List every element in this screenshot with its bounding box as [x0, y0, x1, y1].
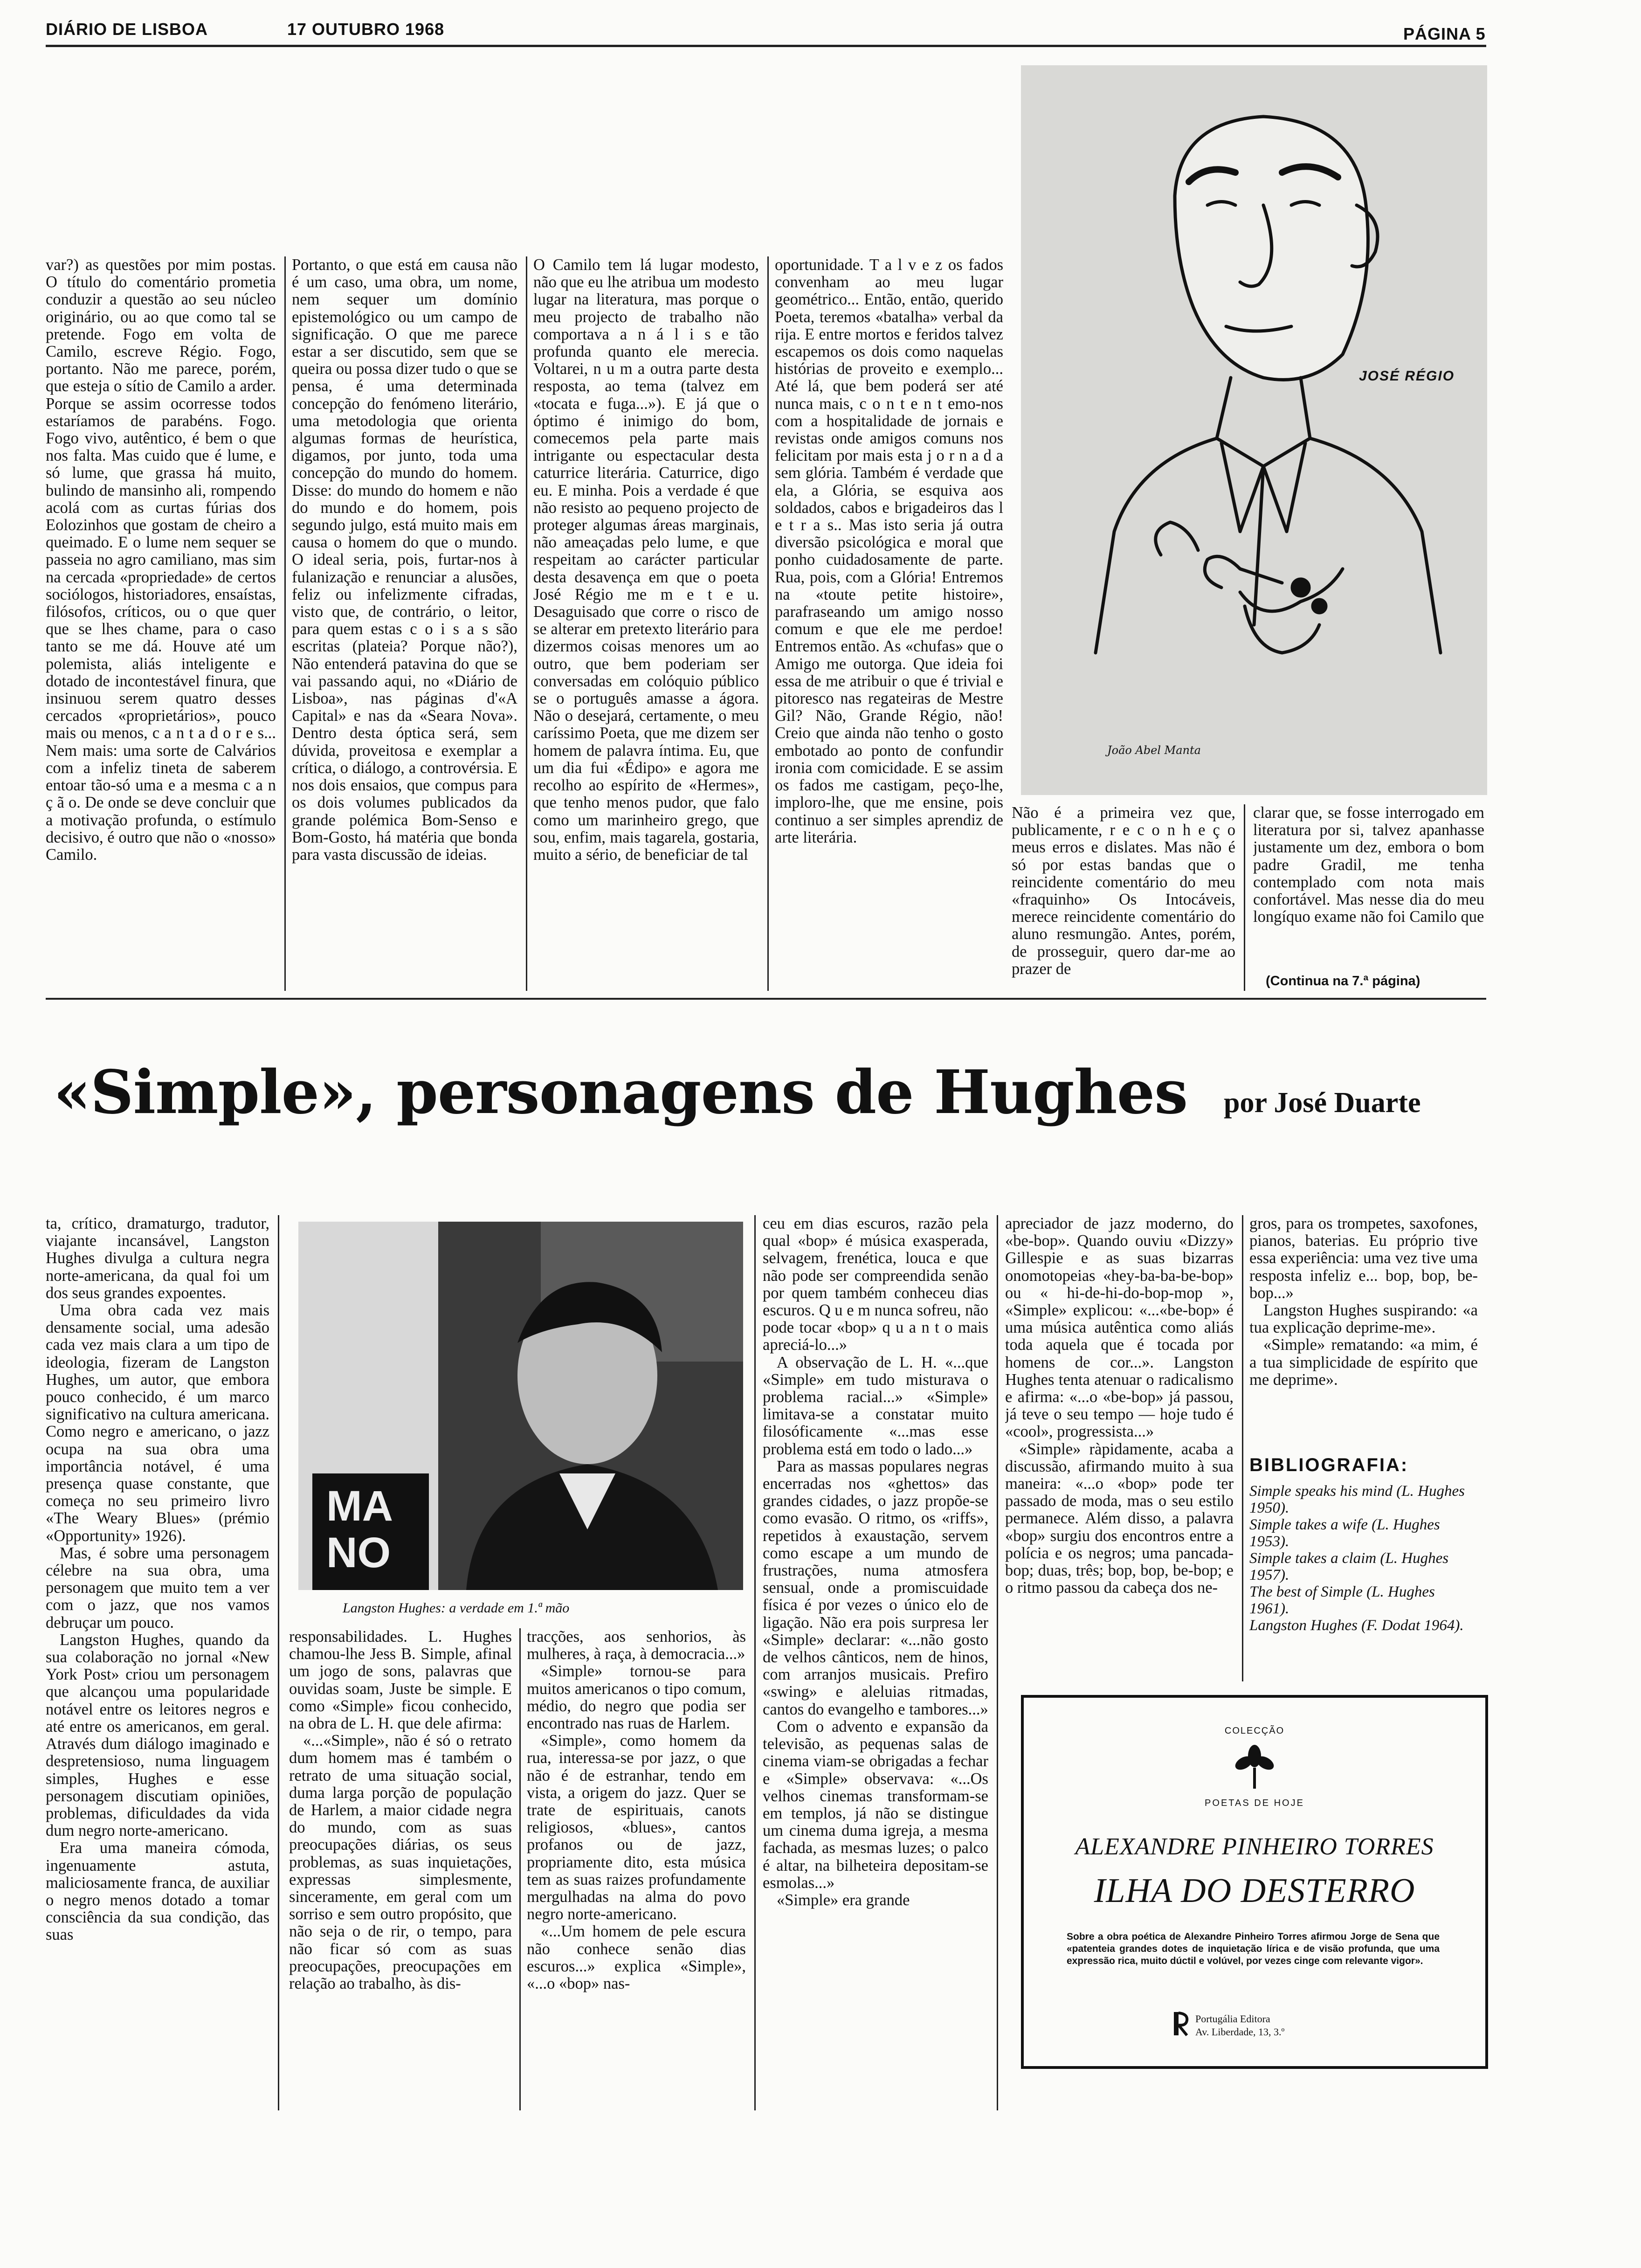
- column-rule: [1242, 1215, 1243, 1681]
- bibliography-heading: BIBLIOGRAFIA:: [1249, 1455, 1409, 1475]
- caricature-drawing: [1021, 65, 1487, 795]
- main-article-column-1: ta, crítico, dramaturgo, tradutor, viajante incansável, Langston Hughes divulga a cultura negra norte-americana, da qual foi um dos seus grandes expoentes. Uma obra cada vez mais densamente social, uma adesão cada vez mais clara a um tipo de ideologia, fizeram de Langston Hughes, um autor, que embora pouco conhecido, é um marco significativo na cultura americana. Como negro e americano, o jazz ocupa na sua obra uma importância notável, é uma presença quase constante, que começa no seu primeiro livro «The Weary Blues» (prémio «Opportunity» 1926). Mas, é sobre uma personagem célebre na sua obra, uma personagem que muito tem a ver com o jazz, que nos vamos debruçar um pouco. Langston Hughes, quando da sua colaboração no jornal «New York Post» criou um personagem que alcançou uma popularidade notável entre os leitores negros e até entre os americanos, em geral. Através dum diálogo imaginado e despretensioso, numa linguagem simples, Hughes e esse personagem discutiam opiniões, problemas, dificuldades da vida dum negro norte-americano. Era uma maneira cómoda, ingenuamente astuta, maliciosamente franca, de auxiliar o negro menos dotado a tomar consciência da sua condição, das suas: [46, 1215, 269, 1944]
- column-rule: [1244, 804, 1245, 991]
- main-article-column-4: ceu em dias escuros, razão pela qual «bop» é música exasperada, selvagem, frenética, louca e que não pode ser compreendida senão por quem também conheceu dias escuros. Q u e m nunca sofreu, não pode tocar «bop» q u a n t o mais apreciá-lo...» A observação de L. H. «...que «Simple» em tudo misturava o problema racial...» «Simple» limitava-se a constatar muito filosóficamente «...mas esse problema está em todo o lado...» Para as massas populares negras encerradas nos «ghettos» das grandes cidades, o jazz propõe-se como evasão. O ritmo, os «riffs», repetidos à exaustação, servem como escape a um mundo de frustrações, numa atmosfera sensual, onde a promiscuidade física é por vezes o único elo de ligação. Não era pois surpresa ler «Simple» declarar: «...não gosto de velhos cânticos, nem de hinos, com arranjos musicais. Prefiro «swing» e aleluias ritmadas, cantos do evangelho e tambores...» Com o advento e expansão da televisão, as pequenas salas de cinema viam-se obrigadas a fechar e «Simple» observava: «...Os velhos cinemas transformam-se em templos, já não se distingue um cinema duma igreja, a mesma fachada, as mesmas luzes; o palco é altar, na bilheteira depositam-se esmolas...» «Simple» era grande: [763, 1215, 988, 1909]
- masthead-rule: [46, 45, 1486, 47]
- bibliography-entry: Langston Hughes (F. Dodat 1964).: [1249, 1617, 1464, 1634]
- top-article-column-4: oportunidade. T a l v e z os fados convenham ao meu lugar geométrico... Então, então, querido Poeta, teremos «batalha» verbal da rija. E entre mortos e feridos talvez escapemos os dois como naquelas histórias de proveito e exemplo... Até lá, que bem poderá ser até nunca mais, c o n t e n t emo-nos com a hospitalidade de jornais e revistas onde amigos comuns nos felicitam por mais esta j o r n a d a sem glória. Também é verdade que ela, a Glória, se esquiva aos soldados, cabos e brigadeiros das l e t r a s.. Mas isto seria já outra diversão psicológica e moral que ponho cuidadosamente de parte. Rua, pois, com a Glória! Entremos na «toute petite histoire», parafraseando um amigo nosso comum e que ele me perdoe! Entremos então. As «chufas» que o Amigo me outorga. Que ideia foi essa de me atribuir o que é trivial e pitoresco nas regateiras de Mestre Gil? Não, Grande Régio, não! Creio que ainda não tenho o gosto embotado ao ponto de confundir ironia com comicidade. E se assim os fados me castigam, peço-lhe, imploro-lhe, que me ensine, pois continuo a ser simples aprendiz de arte literária.: [775, 256, 1003, 846]
- column-rule: [526, 256, 527, 991]
- bibliography-entry: Simple takes a claim (L. Hughes 1957).: [1249, 1550, 1449, 1583]
- ad-author: ALEXANDRE PINHEIRO TORRES: [1075, 1833, 1434, 1860]
- book-advertisement: [1021, 1695, 1488, 2069]
- top-article-column-1: var?) as questões por mim postas. O título do comentário prometia conduzir a questão ao seu núcleo originário, ou ao que como tal se pretende. Fogo em volta de Camilo, escreve Régio. Fogo, portanto. Não me parece, porém, que esteja o sítio de Camilo a arder. Porque se assim ocorresse todos estaríamos de parabéns. Fogo. Fogo vivo, autêntico, é bem o que nos falta. Mas cuido que é lume, e só lume, que grassa há muito, bulindo de mansinho ali, rompendo acolá com as curtas fúrias dos Eolozinhos que gostam de cheiro a queimado. E o lume nem sequer se passeia no agro camiliano, mas sim na cercada «propriedade» de certos sociólogos, historiadores, ensaístas, filósofos, críticos, ou o que quer que se lhes chame, para o caso tanto se me dá. Houve até um polemista, aliás inteligente e dotado de incontestável finura, que insinuou serem quatro desses cercados «proprietários», pouco mais ou menos, c a n t a d o r e s... Nem mais: uma sorte de Calvários com a infeliz tineta de saberem entoar tão-só uma e a mesma c a n ç ã o. De onde se deve concluir que a motivação profunda, o estímulo decisivo, é outro que não o «nosso» Camilo.: [46, 256, 276, 864]
- ad-series-label: POETAS DE HOJE: [1205, 1798, 1304, 1808]
- ad-publisher: Portugália Editora: [1195, 2013, 1270, 2025]
- top-article-column-3: O Camilo tem lá lugar modesto, não que eu lhe atribua um modesto lugar na literatura, mas porque o meu projecto de trabalho não comportava a n á l i s e tão profunda quanto ele merecia. Voltarei, n u m a outra parte desta resposta, ao tema (talvez em «tocata e fuga...»). E já que o óptimo é inimigo do bom, comecemos pela parte mais intrigante ou espectacular desta caturrice literária. Caturrice, digo eu. E minha. Pois a verdade é que não resisto ao pequeno projecto de proteger algumas áreas marginais, não ameaçadas pelo lume, e que respeitam ao carácter particular desta desavença em que o poeta José Régio me m e t e u. Desaguisado que corre o risco de se alterar em pretexto literário para dizermos coisas menores um ao outro, que bem poderiam ser conversadas em colóquio público se o português amasse a ágora. Não o desejará, certamente, o meu caríssimo Poeta, que me dizem ser homem de palavra íntima. Eu, que um dia fui «Édipo» e agora me recolho ao espírito de «Hermes», que tenho menos pudor, que falo como um marinheiro grego, que sou, enfim, mais tagarela, gostaria, muito a sério, de beneficiar de tal: [533, 256, 759, 864]
- article-headline: «Simple», personagens de Hughes: [54, 1058, 1188, 1127]
- top-article-column-5: Não é a primeira vez que, publicamente, r e c o n h e ç o meus erros e dislates. Mas não é só por estas bandas que o reincidente comentário do meu «fraquinho» Os Intocáveis, merece reincidente comentário do aluno resmungão. Antes, porém, de prosseguir, quero dar-me ao prazer de: [1012, 804, 1235, 978]
- main-article-column-5: apreciador de jazz moderno, do «be-bop». Quando ouviu «Dizzy» Gillespie e as suas bizarras onomotopeias «hey-ba-ba-be-bop» ou « hi-de-hi-do-bop-mop », «Simple» explicou: «...«be-bop» é uma música autêntica como aliás toda aquela que é tocada por homens de cor...». Langston Hughes tenta atenuar o radicalismo e afirma: «...o «be-bop» já passou, já teve o seu tempo — hoje tudo é «cool», progressista...» «Simple» ràpidamente, acaba a discussão, afirmando muito à sua maneira: «...o «bop» pode ter passado de moda, mas o seu estilo permanece. Além disso, a palavra «bop» surgiu dos encontros entre a polícia e os negros; uma pancada-bop; duas, três; bop, bop, be-bop; e o ritmo passou da cabeça dos ne-: [1005, 1215, 1234, 1597]
- ad-book-title: ILHA DO DESTERRO: [1094, 1872, 1415, 1910]
- main-article-column-2: responsabilidades. L. Hughes chamou-lhe Jess B. Simple, afinal um jogo de sons, palavras que ouvidas soam, Juste be simple. E como «Simple» ficou conhecido, na obra de L. H. que dele afirma: «...«Simple», não é só o retrato dum homem mas é também o retrato de uma situação social, duma larga porção de população de Harlem, a maior cidade negra do mundo, com as suas preocupações diárias, os seus problemas, as suas inquietações, expressas simplesmente, sinceramente, em geral com um sorriso e sem outro propósito, que não seja o de rir, o tempo, para não ficar só com as suas preocupações, preocupações em relação ao trabalho, às dis-: [289, 1628, 512, 1993]
- top-article-column-6: clarar que, se fosse interrogado em literatura por si, talvez apanhasse justamente um dez, embora o bom padre Gradil, me tenha contemplado com nota mais confortável. Mas nesse dia do meu longíquo exame não foi Camilo que: [1253, 804, 1484, 926]
- issue-date: 17 OUTUBRO 1968: [287, 20, 445, 39]
- column-rule: [278, 1215, 279, 2110]
- article-separator: [46, 998, 1486, 1000]
- column-rule: [754, 1215, 756, 2110]
- artist-signature: João Abel Manta: [1107, 744, 1201, 757]
- photo-sign-text: MA NO: [326, 1482, 392, 1577]
- main-article-column-3: tracções, aos senhorios, às mulheres, à raça, à democracia...» «Simple» tornou-se para muitos americanos o tipo comum, médio, do negro que podia ser encontrado nas ruas de Harlem. «Simple», como homem da rua, interessa-se por jazz, o que não é de estranhar, tendo em vista, a origem do jazz. Quer se trate de espirituais, canots religiosos, «blues», cantos profanos ou de jazz, propriamente dito, esta música tem as suas raizes profundamente mergulhadas na alma do povo negro norte-americano. «...Um homem de pele escura não conhece senão dias escuros...» explica «Simple», «...o «bop» nas-: [527, 1628, 746, 1993]
- column-rule: [767, 256, 769, 991]
- ad-blurb: Sobre a obra poética de Alexandre Pinheiro Torres afirmou Jorge de Sena que «patenteia grandes dotes de inquietação lírica e de visão profunda, que uma expressão rica, muito dúctil e volúvel, por vezes cinge com relevante vigor».: [1067, 1931, 1440, 1966]
- caricature-illustration: [1021, 65, 1487, 795]
- main-article-column-6: gros, para os trompetes, saxofones, pianos, baterias. Eu próprio tive essa experiência: uma vez tive uma resposta infeliz e... bop, bop, be-bop...» Langston Hughes suspirando: «a tua explicação deprime-me». «Simple» rematando: «a mim, é a tua simplicidade de espírito que me deprime».: [1249, 1215, 1478, 1389]
- article-byline: por José Duarte: [1224, 1087, 1421, 1119]
- photo-caption: Langston Hughes: a verdade em 1.ª mão: [343, 1600, 570, 1616]
- flower-emblem-icon: [1234, 1742, 1276, 1793]
- top-article-column-2: Portanto, o que está em causa não é um caso, uma obra, um nome, nem sequer um domínio epistemológico ou um campo de significação. O que me parece estar a ser discutido, sem que se queira ou possa dizer tudo o que se pensa, é uma determinada concepção do fenómeno literário, uma metodologia que orienta algumas formas de heurística, digamos, por junto, toda uma concepção do mundo do homem. Disse: do mundo do homem e não do mundo e do homem, pois segundo julgo, está muito mais em causa o homem do que o mundo. O ideal seria, pois, furtar-nos à fulanização e renunciar a alusões, feliz ou infelizmente cifradas, visto que, de contrário, o leitor, para quem estas c o i s a s são escritas (plateia? Porque não?), Não entenderá patavina do que se vai passando aqui, no «Diário de Lisboa», nas páginas d'«A Capital» e nas da «Seara Nova». Dentro desta óptica será, sem dúvida, proveitosa e exemplar a crítica, o diálogo, a controvérsia. E nos dois ensaios, que compus para os dois volumes publicados da grande polémica Bom-Senso e Bom-Gosto, há matéria que bonda para vasta discussão de ideias.: [292, 256, 517, 864]
- page-number: PÁGINA 5: [1403, 24, 1486, 43]
- newspaper-name: DIÁRIO DE LISBOA: [46, 20, 208, 39]
- column-rule: [997, 1215, 998, 2110]
- bibliography-entry: Simple takes a wife (L. Hughes 1953).: [1249, 1516, 1440, 1550]
- bibliography-entry: The best of Simple (L. Hughes 1961).: [1249, 1583, 1435, 1617]
- langston-hughes-photo: [298, 1222, 743, 1590]
- publisher-logo-icon: [1172, 2011, 1189, 2036]
- column-rule: [284, 256, 286, 991]
- caricature-signature: JOSÉ RÉGIO: [1359, 368, 1455, 384]
- bibliography-entry: Simple speaks his mind (L. Hughes 1950).: [1249, 1483, 1465, 1516]
- bibliography-list: [1249, 1483, 1478, 1634]
- column-rule: [519, 1628, 521, 2110]
- ad-collection-label: COLECÇÃO: [1224, 1726, 1285, 1736]
- continued-note: (Continua na 7.ª página): [1266, 974, 1420, 989]
- ad-address: Av. Liberdade, 13, 3.º: [1195, 2026, 1285, 2038]
